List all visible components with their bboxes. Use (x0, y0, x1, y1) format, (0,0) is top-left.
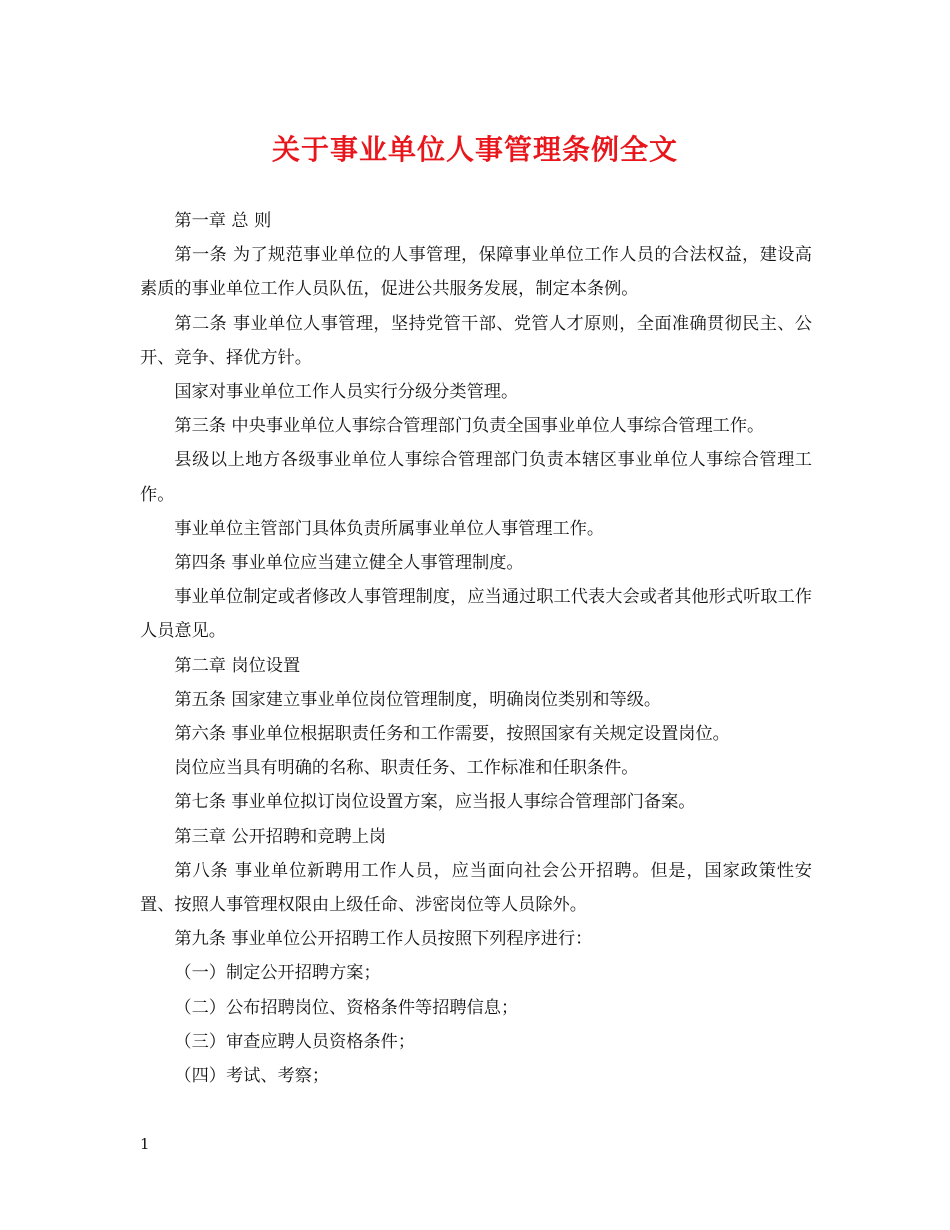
article-paragraph: 第六条 事业单位根据职责任务和工作需要，按照国家有关规定设置岗位。 (174, 724, 730, 745)
page-number: 1 (140, 1135, 150, 1153)
list-item: （三）审查应聘人员资格条件； (174, 1031, 416, 1052)
article-paragraph: 国家对事业单位工作人员实行分级分类管理。 (174, 382, 519, 403)
article-paragraph: 事业单位制定或者修改人事管理制度，应当通过职工代表大会或者其他形式听取工作人员意见。 (140, 587, 812, 642)
article-paragraph: 县级以上地方各级事业单位人事综合管理部门负责本辖区事业单位人事综合管理工作。 (140, 450, 812, 505)
article-paragraph: 第三条 中央事业单位人事综合管理部门负责全国事业单位人事综合管理工作。 (174, 416, 765, 437)
chapter-heading: 第二章 岗位设置 (174, 655, 301, 676)
chapter-heading: 第一章 总 则 (174, 211, 272, 231)
list-item: （一）制定公开招聘方案； (174, 963, 381, 984)
document-body (140, 204, 812, 1093)
article-paragraph: 第七条 事业单位拟订岗位设置方案，应当报人事综合管理部门备案。 (174, 792, 696, 813)
article-paragraph: 第五条 国家建立事业单位岗位管理制度，明确岗位类别和等级。 (174, 689, 662, 710)
article-paragraph: 第九条 事业单位公开招聘工作人员按照下列程序进行： (174, 929, 593, 950)
list-item: （二）公布招聘岗位、资格条件等招聘信息； (174, 997, 519, 1018)
article-paragraph: 第一条 为了规范事业单位的人事管理，保障事业单位工作人员的合法权益，建设高素质的事业单位工作人员队伍，促进公共服务发展，制定本条例。 (140, 245, 812, 300)
chapter-heading: 第三章 公开招聘和竞聘上岗 (174, 826, 387, 847)
article-paragraph: 岗位应当具有明确的名称、职责任务、工作标准和任职条件。 (174, 758, 639, 779)
article-paragraph: 事业单位主管部门具体负责所属事业单位人事管理工作。 (174, 518, 605, 539)
article-paragraph: 第四条 事业单位应当建立健全人事管理制度。 (174, 553, 524, 574)
article-paragraph: 第二条 事业单位人事管理，坚持党管干部、党管人才原则，全面准确贯彻民主、公开、竞争、择优方针。 (140, 313, 812, 368)
article-paragraph: 第八条 事业单位新聘用工作人员，应当面向社会公开招聘。但是，国家政策性安置、按照人事管理权限由上级任命、涉密岗位等人员除外。 (140, 860, 812, 916)
document-title: 关于事业单位人事管理条例全文 (271, 133, 678, 166)
list-item: （四）考试、考察； (174, 1066, 330, 1087)
